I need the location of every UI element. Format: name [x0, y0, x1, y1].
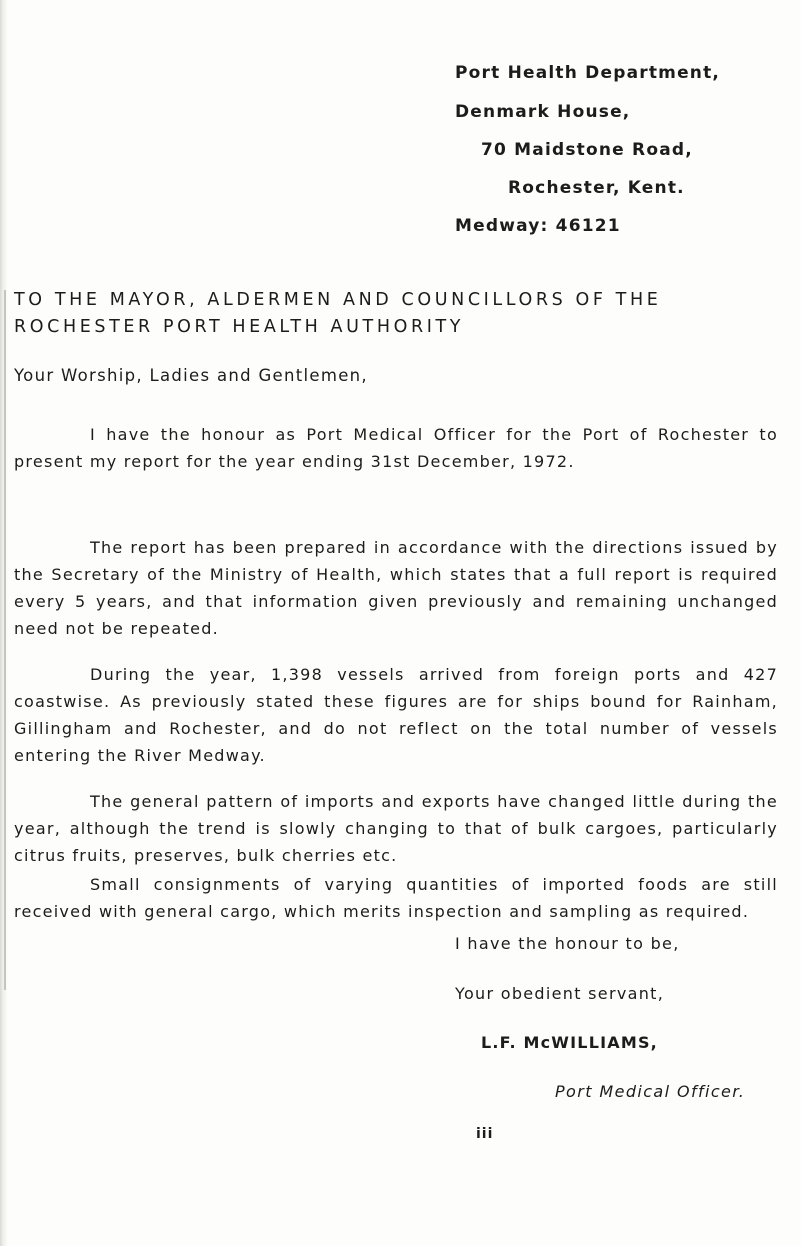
addressee-heading: TO THE MAYOR, ALDERMEN AND COUNCILLORS OF THE ROCHESTER PORT HEALTH AUTHORITY [14, 290, 662, 337]
closing-servant: Your obedient servant, [455, 984, 665, 1003]
paragraph-small-consignments: Small consignments of varying quantities of imported foods are still received with general cargo, which merits inspection and sampling as required. [14, 875, 778, 921]
address-line-street: 70 Maidstone Road, [481, 140, 693, 160]
salutation: Your Worship, Ladies and Gentlemen, [14, 366, 368, 385]
address-line-town: Rochester, Kent. [508, 178, 685, 198]
paragraph-report-intro: I have the honour as Port Medical Officer for the Port of Rochester to present my report for the year ending 31st December, 1972. [14, 425, 778, 471]
page-number: iii [476, 1126, 494, 1142]
paragraph-imports-exports: The general pattern of imports and exports have changed little during the year, although the trend is slowly changing to that of bulk cargoes, particularly citrus fruits, preserves, bulk cherries etc. [14, 792, 778, 865]
signature-name: L.F. McWILLIAMS, [481, 1033, 658, 1052]
address-line-department: Port Health Department, [455, 63, 721, 83]
address-line-telephone: Medway: 46121 [455, 216, 621, 236]
address-line-building: Denmark House, [455, 102, 631, 122]
signature-title: Port Medical Officer. [555, 1082, 746, 1101]
paragraph-vessel-arrivals: During the year, 1,398 vessels arrived from foreign ports and 427 coastwise. As previously stated these figures are for ships bound for Rainham, Gillingham and Rochester, and do not reflect on the total number of vessels entering the River Medway. [14, 665, 778, 765]
paragraph-report-directions: The report has been prepared in accordance with the directions issued by the Secretary of the Ministry of Health, which states that a full report is required every 5 years, and that information given previously and remaining unchanged need not be repeated. [14, 538, 778, 638]
closing-honour: I have the honour to be, [455, 934, 680, 953]
page-margin-rule [4, 290, 6, 990]
